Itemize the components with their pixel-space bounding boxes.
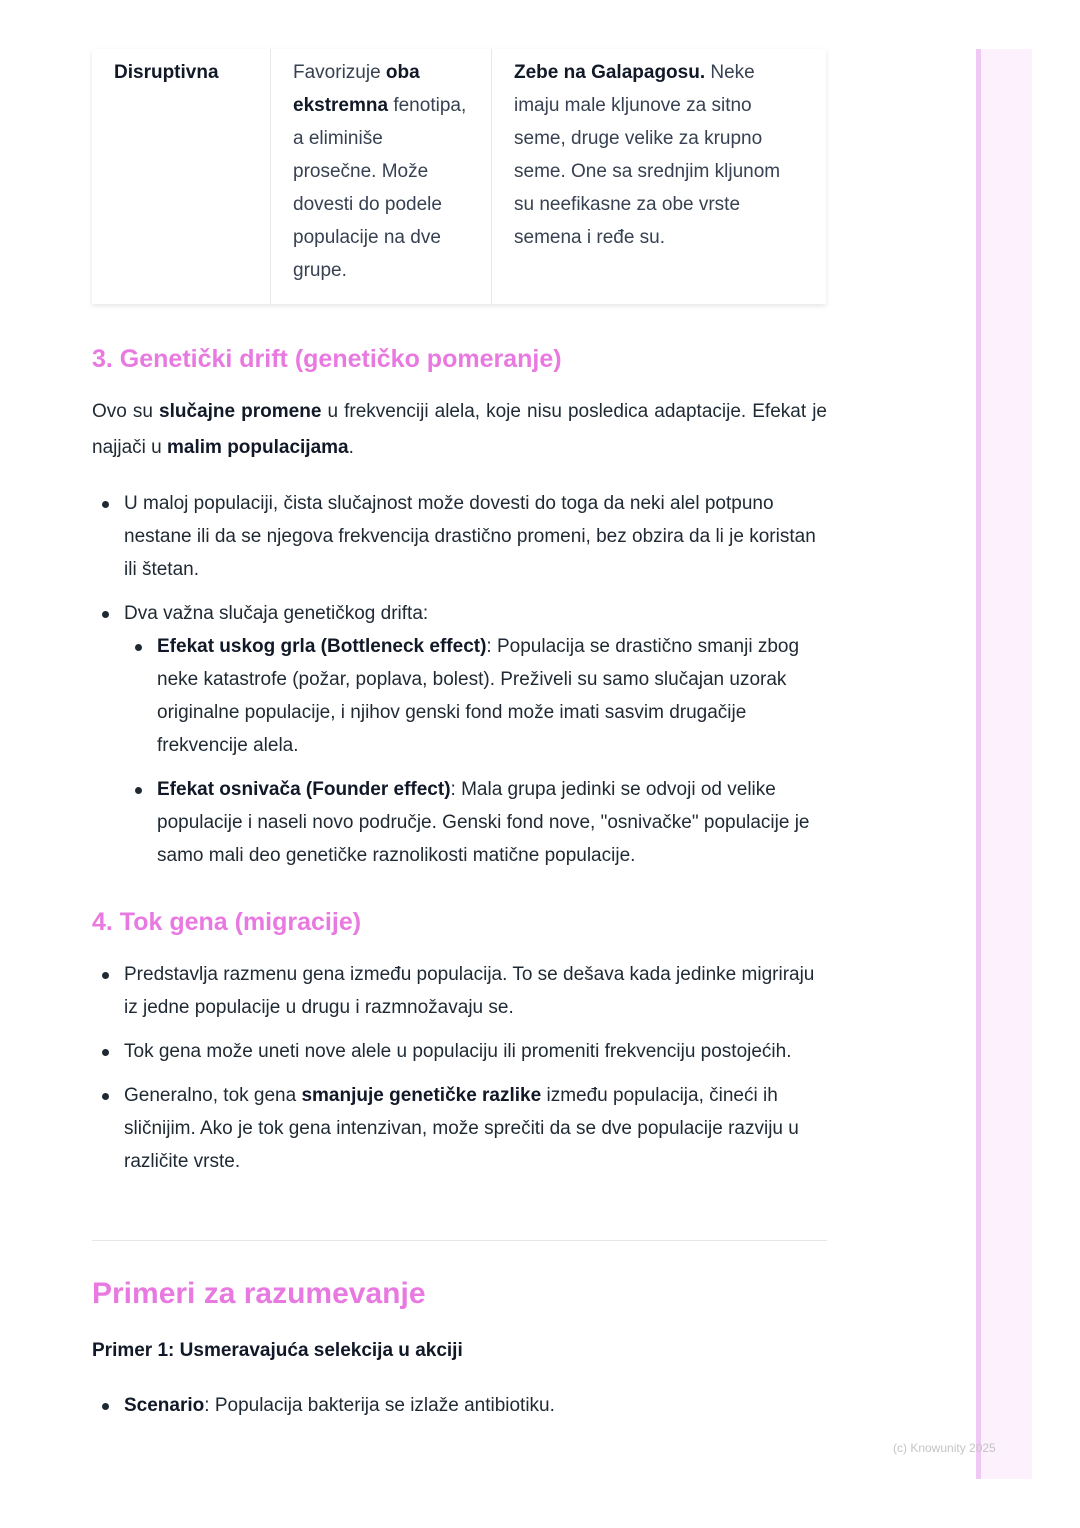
scenario-label: Scenario xyxy=(124,1395,205,1416)
list-item xyxy=(124,1389,827,1422)
copyright-footer: (c) Knowunity 2025 xyxy=(893,1441,996,1455)
gene-flow-heading: 4. Tok gena (migracije) xyxy=(92,908,362,936)
list-item: U maloj populaciji, čista slučajnost može dovesti do toga da neki alel potpuno nestane ili da se njegova frekvencija drastično promeni, bez obzira da li je koristan ili štetan. xyxy=(124,487,827,586)
list-item xyxy=(157,630,827,762)
list-item: Predstavlja razmenu gena između populacija. To se dešava kada jedinke migriraju iz jedne populacije u drugu i razmnožavaju se. xyxy=(124,958,827,1024)
sidebar-strip xyxy=(976,49,1032,1479)
list-item-text: Generalno, tok gena xyxy=(124,1085,302,1106)
example-text: Neke imaju male kljunove za sitno seme, druge velike za krupno seme. One sa srednjim kljunom su neefikasne za obe vrste semena i ređe su. xyxy=(514,62,781,248)
table-cell-example xyxy=(492,49,827,304)
intro-text: Ovo su xyxy=(92,401,160,422)
list-item xyxy=(124,1079,827,1178)
examples-heading: Primeri za razumevanje xyxy=(92,1277,426,1310)
example-list xyxy=(92,1389,827,1433)
intro-emphasis: malim populacijama xyxy=(167,437,349,458)
example-1-title: Primer 1: Usmeravajuća selekcija u akciji xyxy=(92,1340,463,1361)
list-item: Tok gena može uneti nove alele u populaciju ili promeniti frekvenciju postojećih. xyxy=(124,1035,827,1068)
drift-sublist xyxy=(124,630,827,872)
list-item xyxy=(157,773,827,872)
description-text: Favorizuje xyxy=(293,62,386,83)
gene-flow-list xyxy=(92,958,827,1189)
scenario-text: : Populacija bakterija se izlaže antibiotiku. xyxy=(204,1395,555,1416)
description-emphasis: oba ekstremna xyxy=(293,62,420,116)
sublist-emphasis: Efekat uskog grla (Bottleneck effect) xyxy=(157,636,487,657)
table-cell-type xyxy=(92,49,271,304)
sublist-emphasis: Efekat osnivača (Founder effect) xyxy=(157,779,451,800)
intro-text: . xyxy=(348,437,354,458)
intro-text: u frekvenciji alela, koje nisu posledica adaptacije. Efekat je najjači u xyxy=(92,401,827,458)
list-item xyxy=(124,597,827,872)
drift-heading: 3. Genetički drift (genetičko pomeranje) xyxy=(92,345,562,373)
table-cell-description xyxy=(271,49,492,304)
description-text: fenotipa, a eliminiše prosečne. Može dovesti do podele populacije na dve grupe. xyxy=(293,95,467,281)
drift-list xyxy=(92,487,827,883)
list-item-text: Dva važna slučaja genetičkog drifta: xyxy=(124,603,429,624)
list-item-emphasis: smanjuje genetičke razlike xyxy=(301,1085,542,1106)
sublist-text: : Mala grupa jedinki se odvoji od velike populacije i naseli novo područje. Genski fond nove, "osnivačke" populacije je samo mali deo genetičke raznolikosti matične populacije. xyxy=(157,779,810,866)
example-emphasis: Zebe na Galapagosu. xyxy=(514,62,706,83)
section-divider xyxy=(92,1240,827,1241)
selection-table xyxy=(92,49,826,304)
drift-intro xyxy=(92,394,827,466)
selection-type: Disruptivna xyxy=(114,62,219,83)
intro-emphasis: slučajne promene xyxy=(159,401,322,422)
sublist-text: : Populacija se drastično smanji zbog neke katastrofe (požar, poplava, bolest). Preživeli su samo slučajan uzorak originalne populacije, i njihov genski fond može imati sasvim drugačije frekvencije alela. xyxy=(157,636,800,756)
table-row xyxy=(92,49,826,304)
list-item-text: između populacija, čineći ih sličnijim. Ako je tok gena intenzivan, može sprečiti da se dve populacije razviju u različite vrste. xyxy=(124,1085,799,1172)
